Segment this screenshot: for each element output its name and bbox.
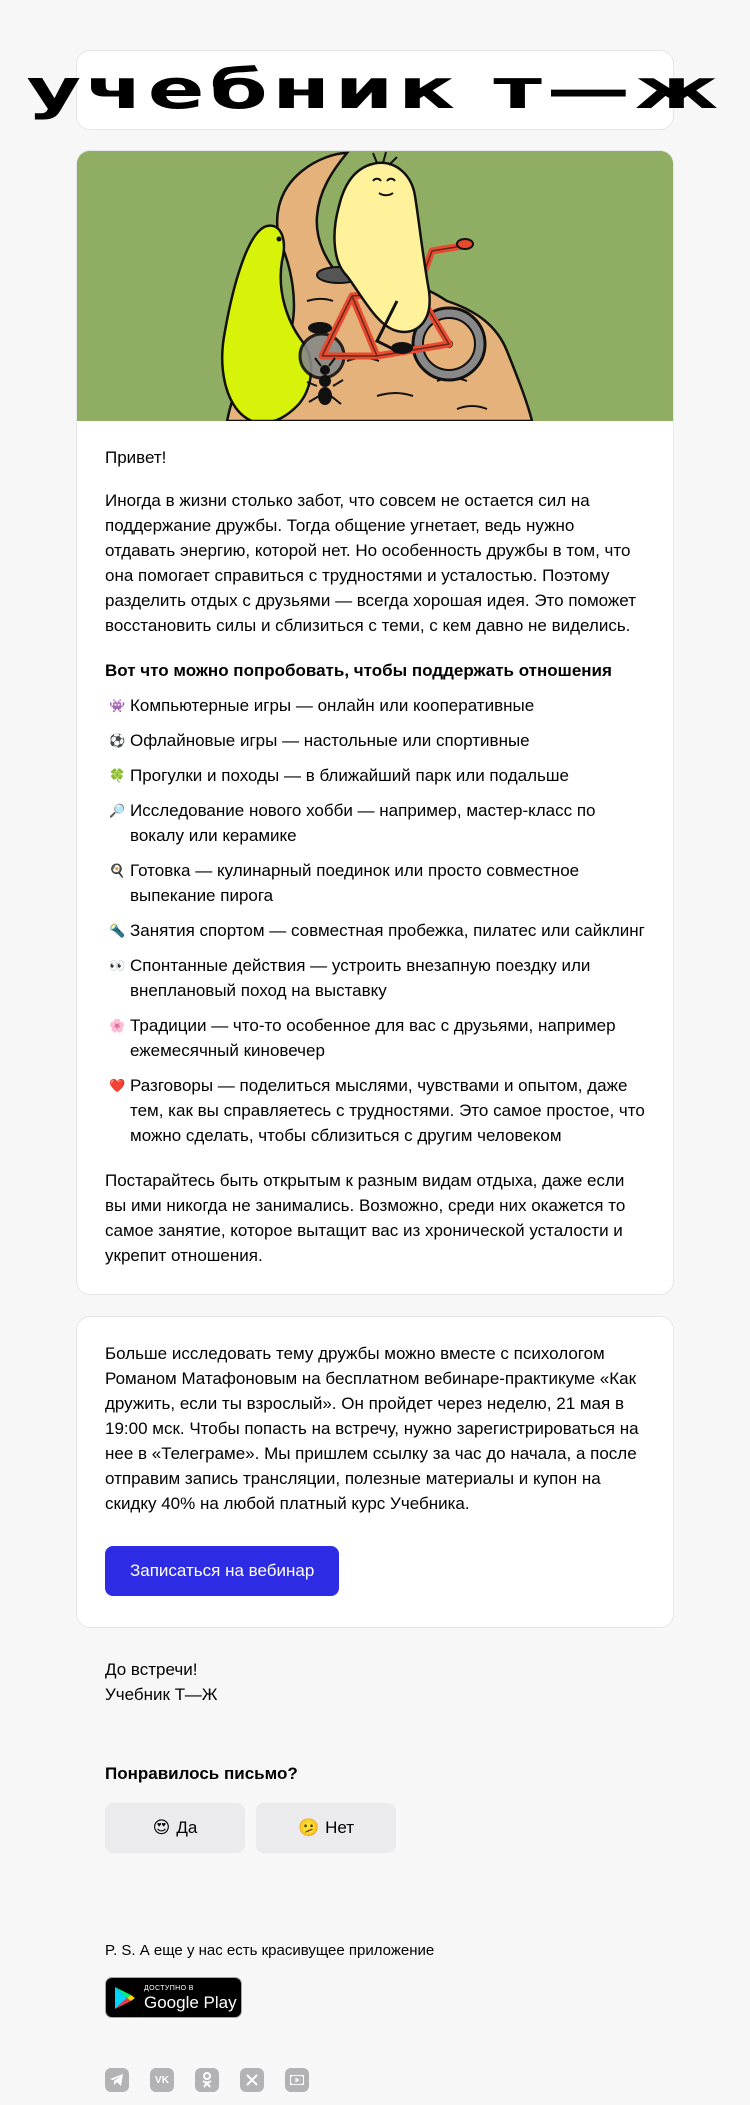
list-item: 🔦 Занятия спортом — совместная пробежка, пилатес или сайклинг bbox=[105, 918, 645, 943]
signoff bbox=[105, 1657, 217, 1707]
soccer-ball-icon: ⚽ bbox=[109, 733, 126, 748]
webinar-text: Больше исследовать тему дружбы можно вместе с психологом Романом Матафоновым на бесплатном вебинаре-практикуме «Как дружить, если ты взрослый». Он пройдет через неделю, 21 мая в 19:00 мск. Чтобы попасть на встречу, нужно зарегистрироваться на нее в «Телеграме». Мы пришлем ссылку за час до начала, а после отправим запись трансляции, полезные материалы и купон на скидку 40% на любой платный курс Учебника. bbox=[105, 1344, 639, 1513]
hero-illustration bbox=[77, 151, 674, 421]
ps-text: P. S. А еще у нас есть красивущее приложение bbox=[105, 1942, 435, 1959]
youtube-icon[interactable] bbox=[285, 2068, 309, 2092]
feedback-question: Понравилось письмо? bbox=[105, 1764, 298, 1783]
clover-icon: 🍀 bbox=[109, 768, 126, 783]
feedback-no-label: Нет bbox=[325, 1818, 355, 1837]
article-card bbox=[76, 150, 674, 1295]
signoff-line: До встречи! bbox=[105, 1660, 198, 1679]
list-item: ⚽ Офлайновые игры — настольные или спортивные bbox=[105, 728, 645, 753]
ok-icon[interactable] bbox=[195, 2068, 219, 2092]
feedback-no-button[interactable] bbox=[256, 1803, 396, 1853]
list-item: 🍳 Готовка — кулинарный поединок или просто совместное выпекание пирога bbox=[105, 858, 645, 908]
feedback-buttons bbox=[105, 1803, 396, 1853]
eyes-icon: 👀 bbox=[109, 958, 126, 973]
vk-icon[interactable]: VK bbox=[150, 2068, 174, 2092]
list-item: 🍀 Прогулки и походы — в ближайший парк или подальше bbox=[105, 763, 645, 788]
confused-face-icon: 🫤 bbox=[297, 1818, 320, 1837]
blossom-icon: 🌸 bbox=[109, 1018, 126, 1033]
flashlight-icon: 🔦 bbox=[109, 923, 126, 938]
logo[interactable]: учебник т—ж bbox=[26, 58, 724, 121]
register-webinar-button[interactable]: Записаться на вебинар bbox=[105, 1546, 339, 1596]
list-item: 👾 Компьютерные игры — онлайн или кооперативные bbox=[105, 693, 645, 718]
list-item: 🔎 Исследование нового хобби — например, мастер-класс по вокалу или керамике bbox=[105, 798, 645, 848]
heart-icon: ❤️ bbox=[109, 1078, 126, 1093]
outro-paragraph: Постарайтесь быть открытым к разным видам отдыха, даже если вы ими никогда не занимались. Возможно, среди них окажется то самое занятие, которое вытащит вас из хронической усталости и укрепит отношения. bbox=[105, 1171, 626, 1265]
list-item: ❤️ Разговоры — поделиться мыслями, чувствами и опытом, даже тем, как вы справляетесь с трудностями. Это самое простое, что можно сделать, чтобы сблизиться с другим человеком bbox=[105, 1073, 645, 1148]
feedback-yes-label: Да bbox=[176, 1818, 198, 1837]
magnifier-icon: 🔎 bbox=[109, 803, 126, 818]
feedback-yes-button[interactable] bbox=[105, 1803, 245, 1853]
tips-list bbox=[105, 693, 645, 1148]
list-item: 🌸 Традиции — что-то особенное для вас с друзьями, например ежемесячный киновечер bbox=[105, 1013, 645, 1063]
list-item: 👀 Спонтанные действия — устроить внезапную поездку или внеплановый поход на выставку bbox=[105, 953, 645, 1003]
signoff-signature: Учебник Т—Ж bbox=[105, 1685, 218, 1704]
gamepad-alien-icon: 👾 bbox=[109, 698, 126, 713]
logo-card bbox=[26, 50, 724, 130]
heart-eyes-icon: 😍 bbox=[152, 1818, 171, 1837]
telegram-icon[interactable] bbox=[105, 2068, 129, 2092]
x-icon[interactable] bbox=[240, 2068, 264, 2092]
store-name: Google Play bbox=[144, 1992, 237, 2012]
google-play-icon bbox=[114, 1986, 136, 2010]
section-title: Вот что можно попробовать, чтобы поддержать отношения bbox=[105, 661, 612, 680]
google-play-badge[interactable] bbox=[105, 1977, 242, 2018]
frying-pan-icon: 🍳 bbox=[109, 863, 126, 878]
intro-paragraph: Иногда в жизни столько забот, что совсем не остается сил на поддержание дружбы. Тогда общение угнетает, ведь нужно отдавать энергию, которой нет. Но особенность дружбы в том, что она помогает справиться с трудностями и усталостью. Поэтому разделить отдых с друзьями — всегда хорошая идея. Это поможет восстановить силы и сблизиться с теми, с кем давно не виделись. bbox=[105, 491, 636, 635]
store-small-label: ДОСТУПНО В bbox=[144, 1984, 194, 1992]
social-links bbox=[105, 2068, 309, 2092]
greeting: Привет! bbox=[105, 448, 167, 467]
webinar-card bbox=[76, 1316, 674, 1628]
